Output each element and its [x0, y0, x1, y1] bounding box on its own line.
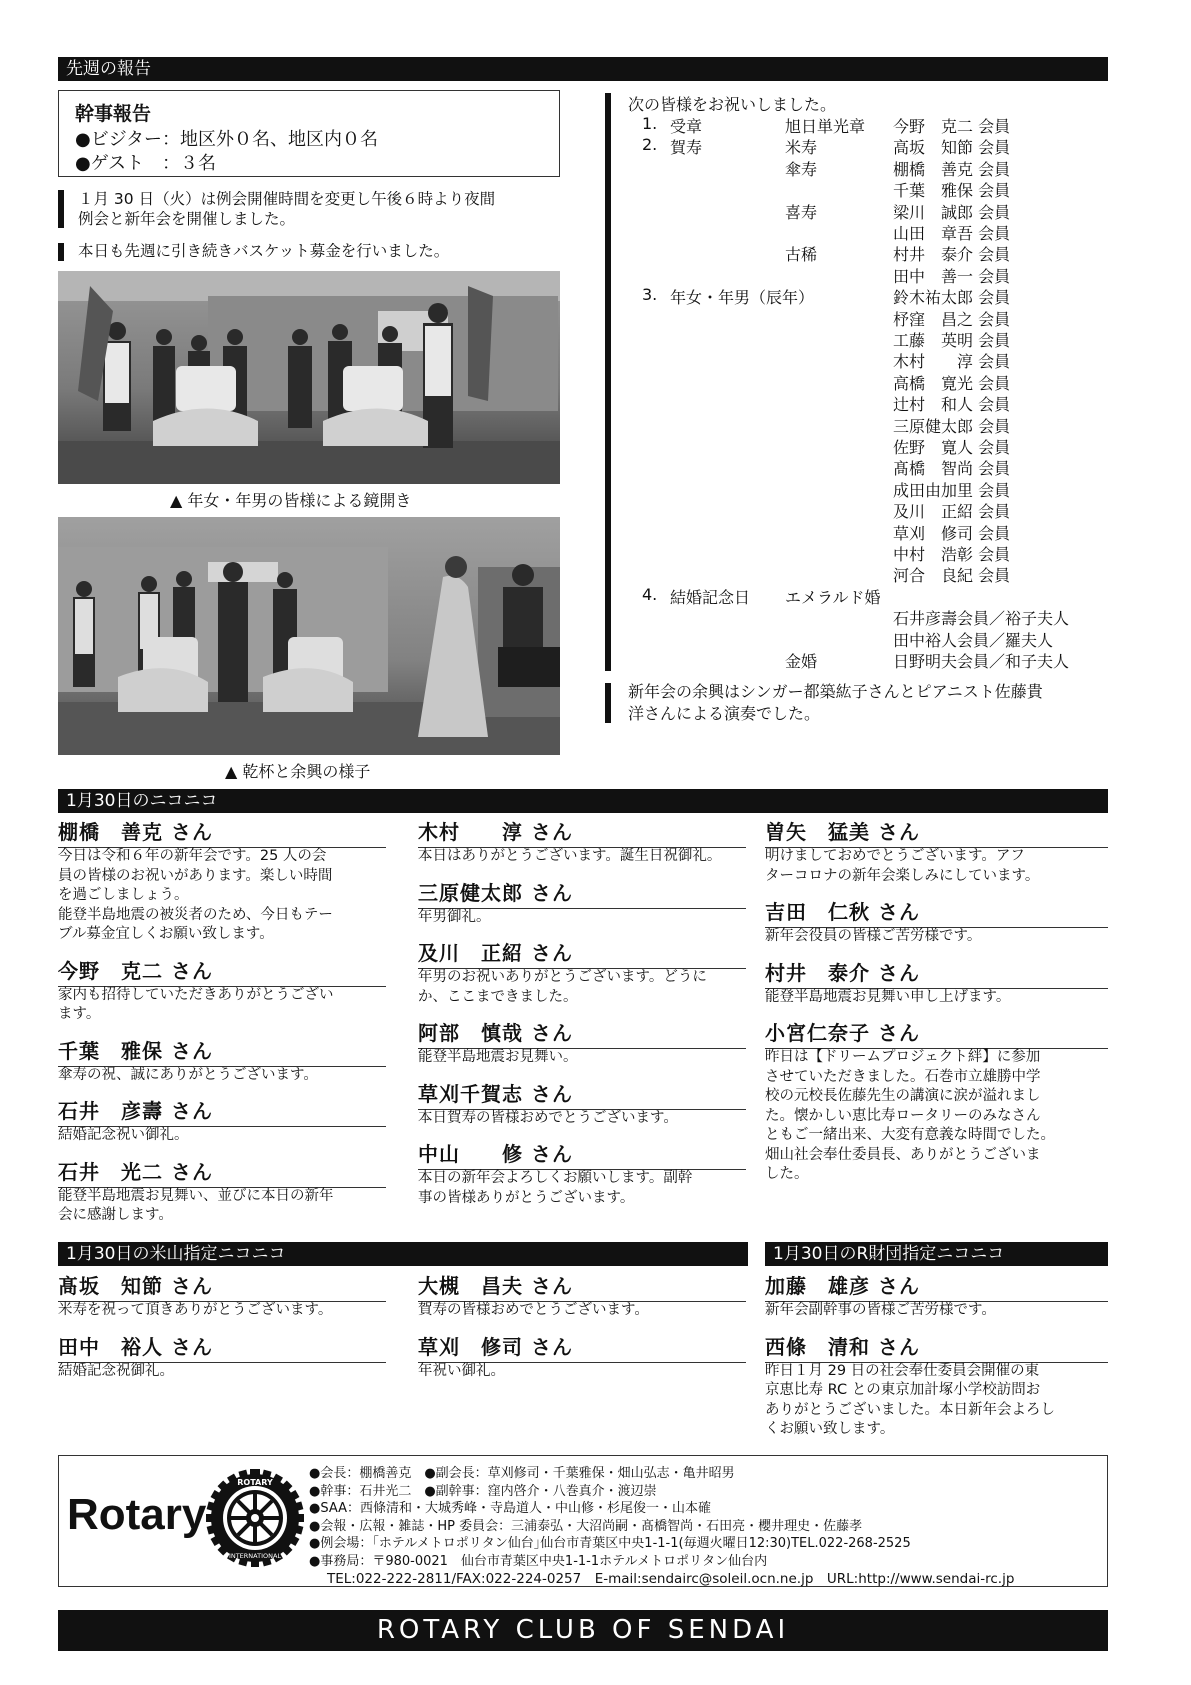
- footer-info-box: [58, 1455, 1108, 1587]
- donor-message-line: 新年会役員の皆様ご苦労様です。: [765, 928, 982, 944]
- donor-message-line: た。懐かしい恵比寿ロータリーのみなさん: [765, 1107, 1041, 1124]
- secretary-report-title: 幹事報告: [75, 103, 152, 125]
- donor-message-line: 昨日は【ドリームプロジェクト絆】に参加: [765, 1049, 1041, 1065]
- donor-message-line: 員の皆様のお祝いがあります。楽しい時間: [58, 867, 333, 884]
- celebration-cell: 千葉 雅保 会員: [893, 181, 1011, 201]
- donor-message-line: 米寿を祝って頂きありがとうございます。: [58, 1302, 333, 1318]
- celebration-cell: 工藤 英明 会員: [893, 331, 1011, 350]
- donor-name: 草刈千賀志 さん: [418, 1078, 746, 1110]
- secretary-guest: ●ゲスト ：３名: [75, 153, 216, 174]
- note-meeting-time-line1: １月 30 日（火）は例会開催時間を変更し午後６時より夜間: [78, 190, 496, 208]
- entertainment-line2: 洋さんによる演奏でした。: [628, 704, 821, 723]
- celebration-cell: 辻村 和人 会員: [893, 395, 1011, 415]
- celebration-cell: 賀寿: [670, 138, 703, 158]
- celebration-cell: 受章: [670, 117, 703, 136]
- donor-message-line: 能登半島地震お見舞い。: [418, 1049, 578, 1065]
- celebration-cell: 米寿: [785, 138, 818, 158]
- celebration-cell: 鈴木祐太郎 会員: [893, 288, 1011, 308]
- celebration-marker: [605, 93, 611, 671]
- celebration-cell: 日野明夫会員／和子夫人: [893, 652, 1070, 671]
- photo-toast-entertainment: [58, 517, 560, 755]
- celebration-cell: 1.: [642, 114, 658, 133]
- section-header-nikoniko: 1月30日のニコニコ: [58, 789, 1108, 813]
- note-basket-fund: 本日も先週に引き続きバスケット募金を行いました。: [78, 242, 450, 260]
- celebration-cell: 草刈 修司 会員: [893, 523, 1011, 543]
- donor-message-line: 本日賀寿の皆様おめでとうございます。: [418, 1109, 678, 1126]
- donor-message-line: ます。: [58, 1006, 101, 1022]
- donor-name: 曽矢 猛美 さん: [765, 816, 1108, 848]
- club-name: ROTARY CLUB OF SENDAI: [376, 1615, 790, 1645]
- note-meeting-time-line2: 例会と新年会を開催しました。: [78, 210, 296, 228]
- celebration-cell: エメラルド婚: [785, 587, 881, 607]
- celebration-cell: 石井彦壽会員／裕子夫人: [893, 609, 1070, 629]
- footer-info-line: ●例会場：｢ホテルメトロポリタン仙台｣仙台市青葉区中央1-1-1(毎週火曜日12:30)TEL.022-268-2525: [309, 1536, 911, 1551]
- entertainment-line1: 新年会の余興はシンガー都築紘子さんとピアニスト佐藤貴: [628, 682, 1043, 701]
- donor-name: 阿部 慎哉 さん: [418, 1017, 746, 1049]
- celebration-cell: 河合 良紀 会員: [893, 566, 1011, 586]
- donor-name: 石井 光二 さん: [58, 1156, 386, 1188]
- secretary-visitor: ●ビジター：地区外０名、地区内０名: [75, 129, 378, 150]
- photo1-caption: ▲ 年女・年男の皆様による鏡開き: [170, 491, 412, 510]
- donor-name: 村井 泰介 さん: [765, 957, 1108, 989]
- celebration-cell: 佐野 寛人 会員: [893, 438, 1011, 457]
- donor-name: 加藤 雄彦 さん: [765, 1270, 1108, 1302]
- celebration-cell: 金婚: [785, 652, 818, 671]
- note-marker: [58, 190, 64, 228]
- donor-name: 千葉 雅保 さん: [58, 1035, 386, 1067]
- footer-info-line: ●事務局：〒980-0021 仙台市青葉区中央1-1-1ホテルメトロポリタン仙台内: [309, 1553, 768, 1569]
- donor-message-line: 家内も招待していただきありがとうござい: [58, 986, 334, 1003]
- donor-message-line: 会に感謝します。: [58, 1207, 173, 1223]
- donor-message-line: 畑山社会奉仕委員長、ありがとうございま: [765, 1146, 1041, 1163]
- donor-name: 中山 修 さん: [418, 1138, 746, 1170]
- donor-name: 吉田 仁秋 さん: [765, 896, 1108, 928]
- photo-kagami-biraki: [58, 271, 560, 484]
- rotary-wheel-icon: [205, 1468, 305, 1568]
- donor-message-line: 本日の新年会よろしくお願いします。副幹: [418, 1170, 693, 1186]
- celebration-cell: 高橋 寛光 会員: [893, 373, 1011, 393]
- donor-message-line: 能登半島地震お見舞い申し上げます。: [765, 988, 1011, 1005]
- celebration-cell: 喜寿: [785, 202, 818, 222]
- footer-info-line: ●幹事：石井光二 ●副幹事：窪内啓介・八巻真介・渡辺崇: [309, 1483, 657, 1499]
- footer-info-line: TEL:022-222-2811/FAX:022-224-0257 E-mail:sendairc@soleil.ocn.ne.jp URL:http://www.sendai-rc.jp: [327, 1571, 1015, 1587]
- donor-name: 三原健太郎 さん: [418, 877, 746, 909]
- donor-message-line: か、ここまできました。: [418, 988, 578, 1005]
- donor-message-line: 賀寿の皆様おめでとうございます。: [418, 1302, 649, 1318]
- donor-name: 木村 淳 さん: [418, 816, 746, 848]
- celebration-cell: 山田 章吾 会員: [893, 224, 1011, 243]
- celebration-cell: 杼窪 昌之 会員: [893, 309, 1011, 329]
- donor-message-line: 今日は令和６年の新年会です。25 人の会: [58, 848, 327, 864]
- donor-message-line: 昨日１月 29 日の社会奉仕委員会開催の東: [765, 1362, 1040, 1379]
- celebration-cell: 3.: [642, 285, 658, 305]
- celebration-intro: 次の皆様をお祝いしました。: [628, 95, 837, 114]
- emblem-text-top: ROTARY: [237, 1478, 273, 1487]
- celebration-cell: 髙橋 智尚 会員: [893, 459, 1011, 479]
- donor-message-line: 年男御礼。: [418, 908, 491, 925]
- donor-name: 髙坂 知節 さん: [58, 1270, 386, 1302]
- donor-name: 草刈 修司 さん: [418, 1331, 746, 1363]
- donor-message-line: くお願い致します。: [765, 1421, 895, 1437]
- rotary-logo-text: Rotary: [67, 1490, 207, 1539]
- donor-name: 石井 彦壽 さん: [58, 1095, 386, 1127]
- donor-message-line: を過ごしましょう。: [58, 887, 189, 903]
- donor-message-line: させていただきました。石巻市立雄勝中学: [765, 1068, 1041, 1085]
- celebration-cell: 田中 善一 会員: [893, 266, 1011, 286]
- photo2-caption: ▲ 乾杯と余興の様子: [225, 762, 371, 781]
- donor-message-line: 能登半島地震の被災者のため、今日もテー: [58, 906, 333, 923]
- donor-message-line: 京恵比寿 RC との東京加計塚小学校訪問お: [765, 1382, 1041, 1398]
- footer-info-line: ●会報・広報・雑誌・HP 委員会：三浦泰弘・大沼尚嗣・髙橋智尚・石田亮・櫻井理史・佐藤孝: [309, 1518, 863, 1534]
- celebration-cell: 旭日単光章: [785, 117, 866, 136]
- celebration-cell: 古稀: [785, 245, 818, 265]
- donor-name: 小宮仁奈子 さん: [765, 1017, 1108, 1049]
- celebration-cell: 今野 克二 会員: [893, 117, 1011, 136]
- section-header-last-week: 先週の報告: [58, 57, 1108, 81]
- secretary-report-box: [58, 90, 560, 177]
- celebration-cell: 及川 正紹 会員: [893, 502, 1011, 522]
- donor-name: 及川 正紹 さん: [418, 937, 746, 969]
- donor-message-line: 傘寿の祝、誠にありがとうございます。: [58, 1066, 318, 1083]
- note-marker: [58, 243, 64, 261]
- donor-message-line: 明けましておめでとうございます。アフ: [765, 848, 1025, 864]
- donor-name: 棚橋 善克 さん: [58, 816, 386, 848]
- donor-name: 今野 克二 さん: [58, 955, 386, 987]
- donor-message-line: 年祝い御礼。: [418, 1362, 505, 1379]
- celebration-cell: 村井 泰介 会員: [893, 245, 1011, 265]
- donor-name: 西條 清和 さん: [765, 1331, 1108, 1363]
- celebration-cell: 高坂 知節 会員: [893, 138, 1011, 158]
- donor-message-line: 能登半島地震お見舞い、並びに本日の新年: [58, 1187, 334, 1204]
- celebration-cell: 4.: [642, 584, 658, 604]
- section-header-r-foundation: 1月30日のR財団指定ニコニコ: [765, 1242, 1108, 1266]
- donor-message-line: 事の皆様ありがとうございます。: [418, 1189, 635, 1206]
- celebration-cell: 棚橋 善克 会員: [893, 159, 1011, 179]
- celebration-cell: 年女・年男（辰年）: [670, 288, 815, 308]
- celebration-cell: 梁川 誠郎 会員: [893, 202, 1011, 222]
- entertainment-marker: [605, 683, 611, 723]
- donor-name: 大槻 昌夫 さん: [418, 1270, 746, 1302]
- donor-message-line: 年男のお祝いありがとうございます。どうに: [418, 969, 707, 985]
- donor-message-line: 新年会副幹事の皆様ご苦労様です。: [765, 1302, 996, 1318]
- celebration-cell: 結婚記念日: [670, 587, 751, 607]
- celebration-cell: 三原健太郎 会員: [893, 416, 1011, 436]
- section-header-yoneyama: 1月30日の米山指定ニコニコ: [58, 1242, 748, 1266]
- donor-name: 田中 裕人 さん: [58, 1331, 386, 1363]
- donor-message-line: ありがとうございました。本日新年会よろし: [765, 1401, 1055, 1418]
- footer-info-line: ●会長：棚橋善克 ●副会長：草刈修司・千葉雅保・畑山弘志・亀井昭男: [309, 1466, 735, 1481]
- donor-message-line: ともご一緒出来、大変有意義な時間でした。: [765, 1127, 1055, 1143]
- donor-message-line: 結婚記念祝い御礼。: [58, 1127, 189, 1143]
- celebration-cell: 木村 淳 会員: [893, 352, 1011, 372]
- celebration-cell: 中村 浩彰 会員: [893, 545, 1011, 564]
- celebration-cell: 田中裕人会員／羅夫人: [893, 630, 1054, 650]
- donor-message-line: 校の元校長佐藤先生の講演に涙が溢れまし: [765, 1088, 1041, 1104]
- footer-info-line: ●SAA：西條清和・大城秀峰・寺島道人・中山修・杉尾俊一・山本確: [309, 1501, 711, 1516]
- emblem-text-bottom: INTERNATIONAL: [228, 1552, 282, 1560]
- donor-message-line: ターコロナの新年会楽しみにしています。: [765, 867, 1040, 884]
- club-name-bar: [58, 1610, 1108, 1651]
- donor-message-line: ブル募金宜しくお願い致します。: [58, 926, 274, 942]
- donor-message-line: 結婚記念祝御礼。: [58, 1362, 174, 1379]
- celebration-cell: 成田由加里 会員: [893, 480, 1011, 500]
- celebration-cell: 2.: [642, 135, 658, 155]
- celebration-cell: 傘寿: [785, 159, 818, 179]
- donor-message-line: 本日はありがとうございます。誕生日祝御礼。: [418, 848, 722, 864]
- donor-message-line: した。: [765, 1166, 809, 1182]
